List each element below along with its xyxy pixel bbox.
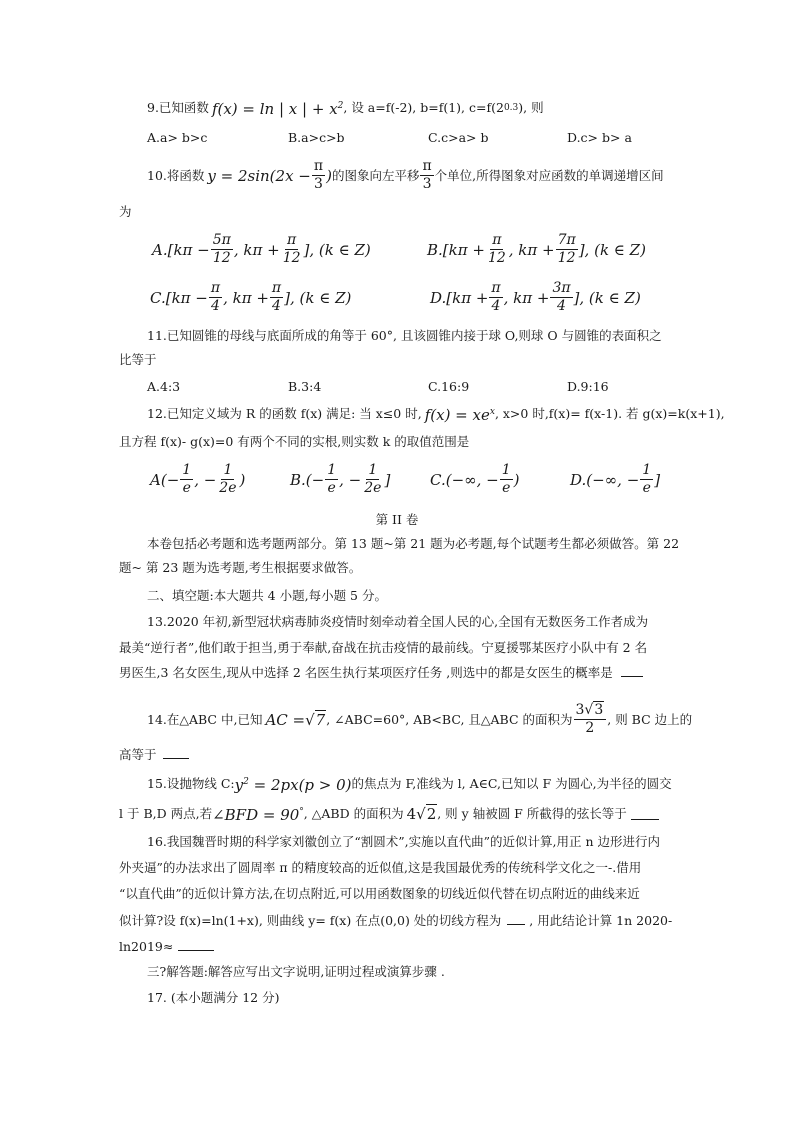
q16-line3: “以直代曲”的近似计算方法,在切点附近,可以用函数图象的切线近似代替在切点附近的曲线来近 bbox=[119, 886, 640, 901]
solution-section-header: 三?解答题:解答应写出文字说明,证明过程或演算步骤 . bbox=[147, 964, 445, 979]
q15-line1: 15.设抛物线 C: $y^2 = 2px(p > 0)$ 的焦点为 F,准线为 l, A∈C,已知以 F 为圆心,为半径的圆交 bbox=[147, 775, 672, 794]
q16-line4: 似计算?设 f(x)=ln(1+x), 则曲线 y= f(x) 在点(0,0) 处的切线方程为 , 用此结论计算 1n 2020- bbox=[119, 913, 673, 928]
q12-line1 bbox=[147, 404, 725, 423]
q15-parabola: $y^2 = 2px(p > 0)$ bbox=[234, 776, 352, 794]
q10-function: y = 2sin(2x − bbox=[207, 166, 311, 185]
q11-line2: 比等于 bbox=[119, 352, 157, 367]
q10-prefix: 10.将函数 bbox=[147, 167, 205, 183]
q14-sqrt7: √7 bbox=[305, 710, 326, 729]
part2-desc-line1: 本卷包括必考题和选考题两部分。第 13 题~第 21 题为必考题,每个试题考生都必须做答。第 22 bbox=[147, 536, 680, 551]
q10-option-a: A. [kπ − $\frac{5\pi}{12}$ , kπ + $\frac{\pi}{12}$ ], (k ∈ Z) bbox=[152, 232, 371, 266]
q12-option-a: A (− $\frac{1}{e}$ , − $\frac{1}{2e}$ ) bbox=[150, 462, 246, 496]
q13-line2: 最美“逆行者”,他们敢于担当,勇于奉献,奋战在抗击疫情的最前线。宁夏援鄂某医疗小队中有 2 名 bbox=[119, 640, 648, 655]
q16-line2: 外夹逼”的办法求出了圆周率 π 的精度较高的近似值,这是我国最优秀的传统科学文化之一-.借用 bbox=[119, 860, 642, 875]
q11-option-b: B.3:4 bbox=[288, 379, 322, 394]
q14-line1: 14.在△ABC 中,已知 AC = √7 , ∠ABC=60°, AB<BC, 且△ABC 的面积为 $\frac{3√3}{2}$ , 则 BC 边上的 bbox=[147, 702, 693, 736]
q16-line1: 16.我国魏晋时期的科学家刘徽创立了“割圆术”,实施以直代曲”的近似计算,用正 n 边形进行内 bbox=[147, 834, 660, 849]
q10-wrap: 为 bbox=[119, 204, 132, 219]
q14-line2: 高等于 bbox=[119, 746, 189, 763]
q12-option-c: C. (−∞, − $\frac{1}{e}$ ) bbox=[430, 462, 520, 496]
q9-function: f(x) = ln | x | + $x^2$ bbox=[211, 100, 344, 118]
q11-line1: 11.已知圆锥的母线与底面所成的角等于 60°, 且该圆锥内接于球 O,则球 O 与圆锥的表面积之 bbox=[147, 328, 662, 343]
fill-section-header: 二、填空题:本大题共 4 小题,每小题 5 分。 bbox=[147, 588, 387, 603]
q13-line1: 13.2020 年初,新型冠状病毒肺炎疫情时刻牵动着全国人民的心,全国有无数医务工作者成为 bbox=[147, 614, 649, 629]
q10-shift-fraction: $\frac{\pi}{3}$ bbox=[422, 158, 432, 192]
q11-option-a: A.4:3 bbox=[147, 379, 181, 394]
part2-desc-line2: 题~ 第 23 题为选考题,考生根据要求做答。 bbox=[119, 560, 362, 575]
q14-area-fraction: $\frac{3√3}{2}$ bbox=[574, 702, 607, 737]
q17-title: 17. (本小题满分 12 分) bbox=[147, 990, 280, 1005]
q9-option-b: B.a>c>b bbox=[288, 130, 345, 145]
q13-line3: 男医生,3 名女医生,现从中选择 2 名医生执行某项医疗任务 ,则选中的都是女医生的概率是 bbox=[119, 664, 643, 681]
q9-definitions: , 设 a=f(-2), b=f(1), c=f(2 bbox=[343, 99, 504, 115]
q12-option-d: D. (−∞, − $\frac{1}{e}$ ] bbox=[570, 462, 661, 496]
q15-answer-blank[interactable] bbox=[631, 807, 659, 820]
q12-condition: 12.已知定义域为 R 的函数 f(x) 满足: 当 x≤0 时, bbox=[147, 405, 422, 421]
q16-estimate-blank[interactable] bbox=[178, 938, 214, 951]
q9-exponent: 0.3 bbox=[503, 102, 519, 113]
q10-function-fraction: $\frac{\pi}{3}$ bbox=[313, 158, 324, 192]
q12-condition-rest: , x>0 时,f(x)= f(x-1). 若 g(x)=k(x+1), bbox=[494, 405, 725, 421]
q14-ac: AC = bbox=[265, 710, 306, 729]
q12-option-b: B. (− $\frac{1}{e}$ , − $\frac{1}{2e}$ ] bbox=[290, 462, 391, 496]
q9-then: ), 则 bbox=[518, 99, 544, 115]
q10-shift-text: 的图象向左平移 bbox=[331, 167, 420, 183]
q10-function-close: ) bbox=[326, 166, 332, 185]
part2-title: 第 II 卷 bbox=[375, 512, 419, 527]
q11-option-c: C.16:9 bbox=[428, 379, 470, 394]
q16-line5: ln2019≈ bbox=[119, 938, 214, 955]
q12-function: $f(x) = xe^x$ bbox=[424, 406, 495, 424]
q11-option-d: D.9:16 bbox=[567, 379, 609, 394]
q9-option-a: A.a> b>c bbox=[147, 130, 208, 145]
q15-line2: l 于 B,D 两点,若 ∠BFD = 90° , △ABD 的面积为 4√2 , 则 y 轴被圆 F 所截得的弦长等于 bbox=[119, 804, 659, 823]
q16-tangent-blank[interactable] bbox=[507, 912, 525, 925]
q10-suffix: 个单位,所得图象对应函数的单调递增区间 bbox=[434, 167, 664, 183]
q13-answer-blank[interactable] bbox=[621, 664, 643, 677]
q10-option-d: D. [kπ + $\frac{\pi}{4}$ , kπ + $\frac{3\pi}{4}$ ], (k ∈ Z) bbox=[430, 280, 641, 314]
q15-angle: ∠BFD = 90° bbox=[212, 806, 304, 824]
q9-option-d: D.c> b> a bbox=[567, 130, 632, 145]
q12-line2: 且方程 f(x)- g(x)=0 有两个不同的实根,则实数 k 的取值范围是 bbox=[119, 434, 470, 449]
q10-option-b: B. [kπ + $\frac{\pi}{12}$ , kπ + $\frac{7\pi}{12}$ ], (k ∈ Z) bbox=[427, 232, 646, 266]
q14-answer-blank[interactable] bbox=[163, 746, 189, 759]
q9-option-c: C.c>a> b bbox=[428, 130, 489, 145]
q10-stem bbox=[147, 158, 664, 193]
q9-stem bbox=[147, 98, 544, 117]
q15-area-value: 4√2 bbox=[406, 804, 437, 823]
q9-prefix: 9.已知函数 bbox=[147, 99, 209, 115]
q10-option-c: C. [kπ − $\frac{\pi}{4}$ , kπ + $\frac{\pi}{4}$ ], (k ∈ Z) bbox=[150, 280, 352, 314]
